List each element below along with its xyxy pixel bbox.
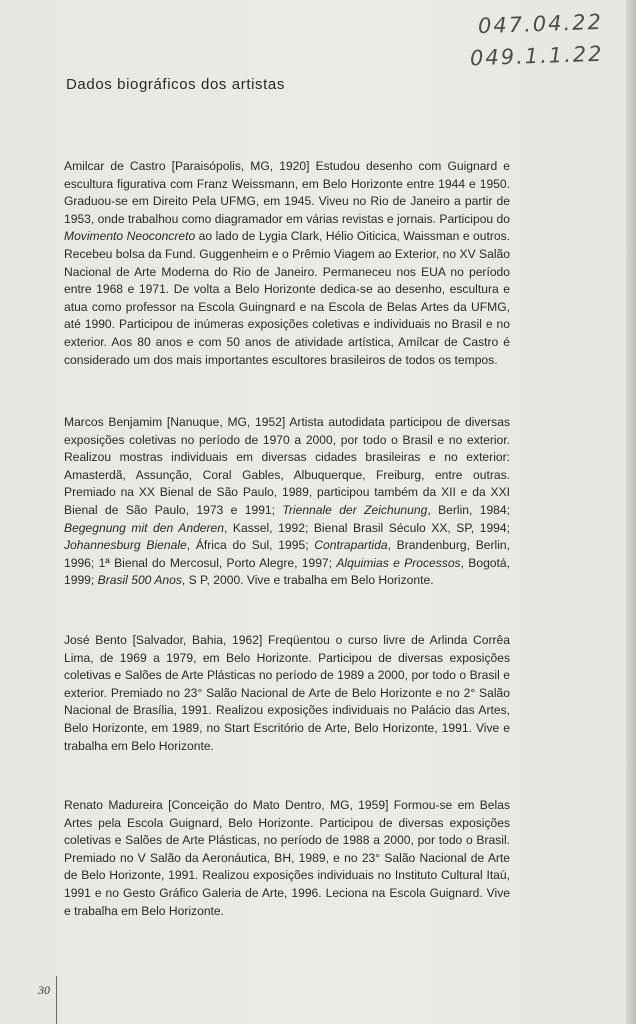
page-title: Dados biográficos dos artistas [66,76,285,93]
margin-rule [56,976,57,1024]
bio-text: Marcos Benjamim [Nanuque, MG, 1952] Artista autodidata participou de diversas exposições coletivas no período de 1970 a 2000, por todo o Brasil e no exterior. Realizou mostras individuais em diversas cidades brasileiras e no exterior: Amasterdã, Assunção, Coral Gables, Albuquerque, Freiburg, entre outras. Premiado na XX Bienal de São Paulo, 1989, participou também da XII e da XXI Bienal de São Paulo, 1973 e 1991; [64,415,510,517]
handwritten-note-2: 049.1.1.22 [469,41,604,71]
italic-title-text: Johannesburg Bienale [64,538,187,553]
bio-text: , África do Sul, 1995; [186,538,315,553]
bio-marcos-benjamim [64,414,510,590]
italic-title-text: Triennale der Zeichunung [282,502,428,517]
page-edge [626,0,636,1024]
italic-title-text: Alquimias e Processos [336,555,461,570]
bio-amilcar-de-castro [64,158,510,369]
bio-text: , Kassel, 1992; Bienal Brasil Século XX, SP, 1994; [224,520,510,535]
bio-text: Renato Madureira [Conceição do Mato Dentro, MG, 1959] Formou-se em Belas Artes pela Escola Guignard, Belo Horizonte. Participou de diversas exposições coletivas e Salões de Arte Plásticas, no período de 1988 a 2000, por todo o Brasil. Premiado no V Salão da Aeronáutica, BH, 1989, e no 23° Salão Nacional de Arte de Belo Horizonte, 1991. Realizou exposições individuais no Instituto Cultural Itaú, 1991 e no Gesto Gráfico Galeria de Arte, 1996. Leciona na Escola Guignard. Vive e trabalha em Belo Horizonte. [64,798,510,918]
bio-text: Amilcar de Castro [Paraisópolis, MG, 1920] Estudou desenho com Guignard e escultura figurativa com Franz Weissmann, em Belo Horizonte entre 1944 e 1950. Graduou-se em Direito Pela UFMG, em 1945. Viveu no Rio de Janeiro a partir de 1953, onde trabalhou como diagramador em várias revistas e jornais. Participou do [64,159,510,226]
italic-title-text: Brasil 500 Anos [97,573,182,588]
bio-text: ao lado de Lygia Clark, Hélio Oiticica, Waissman e outros. Recebeu bolsa da Fund. Guggenheim e o Prêmio Viagem ao Exterior, no XV Salão Nacional de Arte Moderna do Rio de Janeiro. Permaneceu nos EUA no período entre 1968 e 1971. De volta a Belo Horizonte dedica-se ao desenho, escultura e atua como professor na Escola Guingnard e na Escola de Belas Artes da UFMG, até 1990. Participou de inúmeras exposições coletivas e individuais no Brasil e no exterior. Aos 80 anos e com 50 anos de atividade artística, Amílcar de Castro é considerado um dos mais importantes escultores brasileiros de todos os tempos. [64,229,511,367]
italic-title-text: Contrapartida [314,538,388,553]
bio-text: , Bogotá, 1999; [64,555,510,588]
bio-jose-bento [64,632,510,755]
bio-text: , S P, 2000. Vive e trabalha em Belo Horizonte. [181,573,434,588]
bio-text: José Bento [Salvador, Bahia, 1962] Freqüentou o curso livre de Arlinda Corrêa Lima, de 1969 a 1979, em Belo Horizonte. Participou de diversas exposições coletivas e Salões de Arte Plásticas no período de 1989 a 2000, por todo o Brasil e exterior. Premiado no 23° Salão Nacional de Arte de Belo Horizonte e no 2° Salão Nacional de Brasília, 1991. Realizou exposições individuais no Palácio das Artes, Belo Horizonte, em 1989, no Start Escritório de Arte, Belo Horizonte, 1991. Vive e trabalha em Belo Horizonte. [64,633,510,753]
bio-text: , Berlin, 1984; [427,502,510,517]
bio-text: , Brandenburg, Berlin, 1996; 1ª Bienal do Mercosul, Porto Alegre, 1997; [64,538,510,570]
italic-title-text: Movimento Neoconcreto [64,229,196,244]
page-number: 30 [38,983,50,997]
handwritten-note-1: 047.04.22 [477,9,604,39]
italic-title-text: Begegnung mit den Anderen [64,520,225,535]
bio-renato-madureira [64,797,510,920]
